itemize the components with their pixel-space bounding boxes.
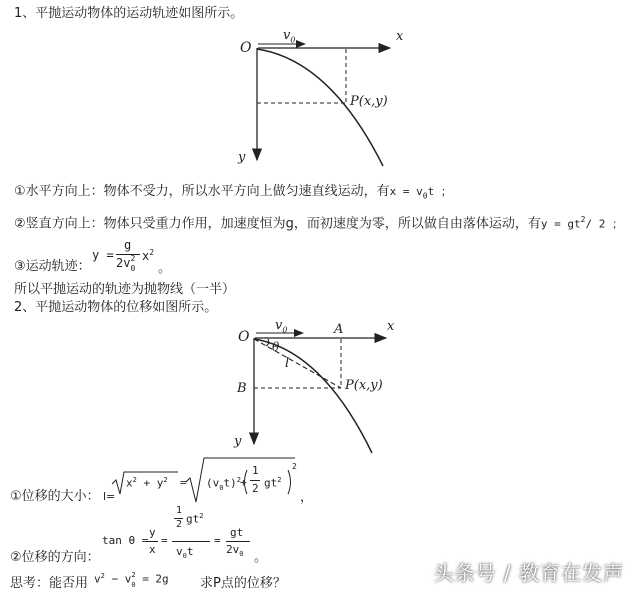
l-label: l: [285, 356, 290, 371]
disp1-inner: $x^2 + y^2$: [126, 476, 168, 490]
disp2-half-den: 2: [176, 519, 183, 530]
disp1-outer-sq: 2: [292, 462, 297, 471]
disp1-end: ，: [300, 490, 314, 505]
disp2-v0t: $v_0t$: [176, 545, 194, 561]
disp1-plus2: +: [240, 476, 247, 489]
disp1-gt: $gt^2$: [264, 476, 282, 490]
disp1-half-den: 2: [252, 482, 259, 495]
item1-line: ①水平方向上：物体不受力，所以水平方向上做匀速直线运动，有$x = v_0t$ ；: [14, 184, 452, 201]
think-label: 思考：能否用: [10, 576, 89, 591]
disp2-yx-bar: [146, 541, 158, 542]
disp2-half-num: 1: [176, 505, 183, 516]
point-p-label-2: P(x,y): [345, 378, 383, 393]
conclusion: 所以平抛运动的轨迹为抛物线（一半）: [14, 282, 236, 297]
v0-label: $v_0$: [283, 28, 296, 45]
disp1-half-bar: [250, 480, 260, 481]
v0-label-2: $v_0$: [275, 318, 288, 335]
disp1-half-num: 1: [252, 464, 259, 477]
disp2-y: y: [149, 526, 156, 539]
origin-label-2: O: [238, 329, 250, 345]
disp2-gt: gt: [230, 526, 244, 539]
x-axis-label-2: x: [387, 319, 395, 334]
disp2-eq: =: [161, 534, 168, 547]
y-axis-label: y: [238, 150, 246, 165]
section2-title: 2、平抛运动物体的位移如图所示。: [14, 300, 218, 315]
y-axis-label-2: y: [234, 434, 242, 449]
disp2-eq2: =: [214, 534, 221, 547]
watermark: 头条号 / 教育在发声: [433, 561, 624, 585]
disp2-gt-bar: [226, 541, 250, 542]
disp2-tan: tan θ =: [102, 534, 149, 547]
item3-lhs: y =: [92, 248, 114, 262]
section1-title: 1、平抛运动物体的运动轨迹如图所示。: [14, 6, 244, 21]
disp1-l: l=: [103, 490, 116, 503]
disp2-label: ②位移的方向：: [10, 550, 100, 565]
disp1-eq: =: [180, 476, 187, 489]
think-tail: 求P点的位移？: [200, 576, 286, 591]
disp2-end: 。: [254, 550, 268, 565]
disp1-v0t: $(v_0t)^2$: [206, 476, 241, 492]
item3-num: g: [124, 238, 132, 252]
x-axis-label: x: [396, 29, 404, 44]
disp2-2v0: $2v_0$: [226, 543, 244, 559]
point-b-label: B: [237, 381, 247, 396]
point-a-label: A: [334, 322, 344, 337]
item3-x: $x^2$: [142, 248, 155, 263]
disp1-label: ①位移的大小：: [10, 489, 100, 504]
disp2-x: x: [149, 543, 156, 556]
item3-label: ③运动轨迹：: [14, 259, 91, 274]
item3-end: 。: [158, 261, 172, 276]
theta-label: θ: [272, 340, 280, 354]
disp2-main-bar: [172, 541, 210, 542]
origin-label: O: [240, 40, 252, 56]
think-formula: $v^2 - v$ 2 0 = 2g: [94, 570, 169, 589]
disp2-gt-top: $gt^2$: [186, 512, 204, 526]
item2-line: ②竖直方向上：物体只受重力作用，加速度恒为g，而初速度为零，所以做自由落体运动，有$y = gt^2/$ 2 ；: [14, 215, 623, 232]
point-p-label: P(x,y): [350, 94, 388, 109]
item3-den: 2v 2 0: [116, 254, 136, 273]
